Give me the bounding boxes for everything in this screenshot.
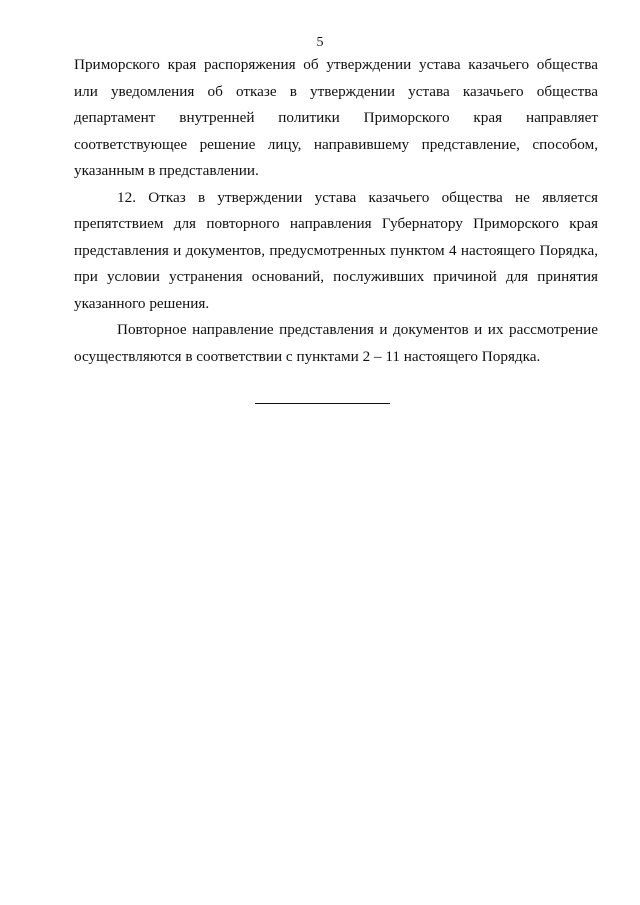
paragraph-item-12: 12. Отказ в утверждении устава казачьего общества не является препятствием для повторного направления Губернатору Приморского края представления и документов, предусмотренных пунктом 4 настоящего Порядка, при условии устранения оснований, послуживших причиной для принятия указанного решения. [74,188,598,312]
document-body [74,52,598,370]
end-divider-line [255,403,390,404]
paragraph-continuation: Приморского края распоряжения об утверждении устава казачьего общества или уведомления об отказе в утверждении устава казачьего общества департамент внутренней политики Приморского края направляет соответствующее решение лицу, направившему представление, способом, указанным в представлении. [74,56,598,179]
paragraph-resubmission: Повторное направление представления и документов и их рассмотрение осуществляются в соответствии с пунктами 2 – 11 настоящего Порядка. [74,321,598,365]
page-number: 5 [316,35,324,50]
